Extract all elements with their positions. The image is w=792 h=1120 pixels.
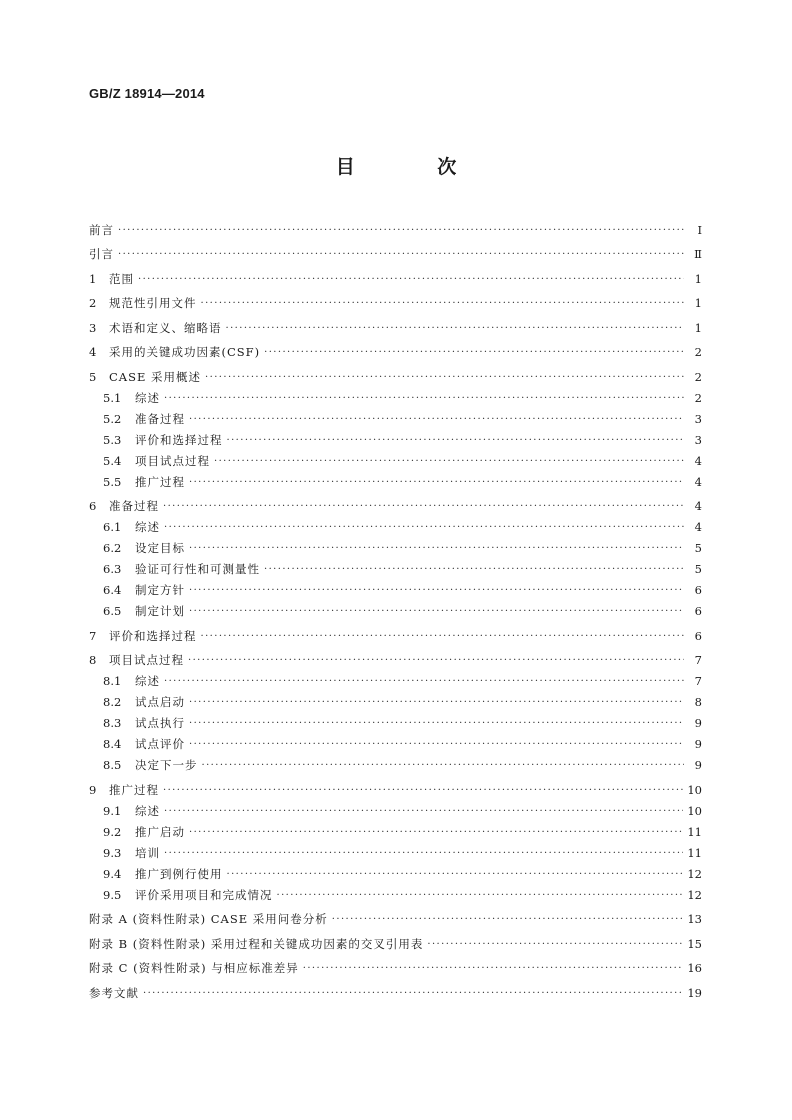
toc-entry-label: 推广启动 xyxy=(135,824,185,839)
toc-entry-page: 12 xyxy=(687,887,702,902)
toc-entry-page: 19 xyxy=(687,985,702,1000)
toc-entry-number: 8.2 xyxy=(103,695,122,709)
toc-leader-dots xyxy=(226,324,685,334)
toc-entry-label: 推广过程 xyxy=(109,782,159,797)
toc-entry-page: 2 xyxy=(694,345,702,359)
toc-leader-dots xyxy=(264,565,684,575)
toc-entry-number: 1 xyxy=(89,271,97,286)
toc-entry[interactable] xyxy=(89,519,702,540)
toc-leader-dots xyxy=(143,989,683,999)
toc-entry-page: Ⅰ xyxy=(697,222,702,237)
toc-leader-dots xyxy=(227,436,685,446)
toc-entry-page: 6 xyxy=(694,583,702,597)
toc-leader-dots xyxy=(138,275,684,285)
toc-entry-label: 规范性引用文件 xyxy=(109,296,197,310)
toc-leader-dots xyxy=(189,828,683,838)
toc-leader-dots xyxy=(189,478,684,488)
toc-entry-number: 6.4 xyxy=(103,583,122,597)
toc-entry[interactable] xyxy=(89,845,702,866)
toc-entry-label: 项目试点过程 xyxy=(135,453,210,468)
toc-entry-page: 11 xyxy=(687,845,702,860)
toc-entry[interactable] xyxy=(89,603,702,624)
toc-entry-number: 8.4 xyxy=(103,737,122,751)
toc-entry-label: 制定方针 xyxy=(135,583,185,597)
toc-entry-number: 6.2 xyxy=(103,541,122,555)
toc-entry[interactable] xyxy=(89,715,702,736)
toc-entry[interactable] xyxy=(89,561,702,582)
toc-entry-label: 评价和选择过程 xyxy=(135,432,223,447)
toc-entry[interactable] xyxy=(89,757,702,778)
toc-leader-dots xyxy=(163,786,683,796)
toc-entry-label: 项目试点过程 xyxy=(109,653,184,667)
toc-entry-label: 术语和定义、缩略语 xyxy=(109,320,222,335)
toc-entry-label: 试点评价 xyxy=(135,737,185,751)
toc-entry[interactable] xyxy=(89,887,702,908)
toc-leader-dots xyxy=(201,299,685,309)
toc-leader-dots xyxy=(227,870,684,880)
toc-entry-number: 9.3 xyxy=(103,845,122,860)
toc-entry-number: 8.1 xyxy=(103,674,122,688)
toc-entry-label: 评价采用项目和完成情况 xyxy=(135,887,273,902)
toc-entry-number: 6.5 xyxy=(103,604,122,618)
toc-entry-number: 2 xyxy=(89,296,97,310)
toc-entry-page: 7 xyxy=(694,653,702,667)
toc-entry-label: 附录 C (资料性附录) 与相应标准差异 xyxy=(89,961,299,975)
toc-leader-dots xyxy=(277,891,684,901)
toc-entry-label: 决定下一步 xyxy=(135,758,198,772)
toc-leader-dots xyxy=(332,915,684,925)
toc-entry-page: 16 xyxy=(687,961,702,975)
toc-entry-page: 6 xyxy=(694,628,702,643)
toc-entry-page: Ⅱ xyxy=(694,247,702,261)
toc-entry-page: 2 xyxy=(694,369,702,384)
toc-entry-number: 9 xyxy=(89,782,97,797)
toc-entry[interactable] xyxy=(89,824,702,845)
toc-entry[interactable] xyxy=(89,222,702,243)
toc-entry[interactable] xyxy=(89,694,702,715)
toc-entry[interactable] xyxy=(89,498,702,519)
toc-entry-number: 8.3 xyxy=(103,716,122,730)
toc-entry-page: 6 xyxy=(694,604,702,618)
toc-entry-label: 附录 A (资料性附录) CASE 采用问卷分析 xyxy=(89,912,328,926)
toc-leader-dots xyxy=(163,502,684,512)
toc-entry-page: 5 xyxy=(694,541,702,555)
toc-leader-dots xyxy=(118,226,684,236)
toc-entry-number: 5.3 xyxy=(103,432,122,447)
toc-leader-dots xyxy=(189,586,684,596)
toc-leader-dots xyxy=(189,415,684,425)
toc-entry-page: 8 xyxy=(694,695,702,709)
toc-entry-label: 采用的关键成功因素(CSF) xyxy=(109,345,261,359)
toc-leader-dots xyxy=(189,544,684,554)
standard-code: GB/Z 18914—2014 xyxy=(89,86,205,101)
toc-leader-dots xyxy=(164,807,683,817)
toc-entry-label: 综述 xyxy=(135,520,160,534)
toc-entry[interactable] xyxy=(89,453,702,474)
toc-entry[interactable] xyxy=(89,320,702,341)
toc-entry[interactable] xyxy=(89,271,702,292)
toc-entry[interactable] xyxy=(89,673,702,694)
toc-entry-page: 3 xyxy=(694,411,702,426)
toc-entry-label: 推广到例行使用 xyxy=(135,866,223,881)
toc-entry-page: 4 xyxy=(694,453,702,468)
toc-entry-page: 12 xyxy=(687,866,702,881)
toc-entry-page: 5 xyxy=(694,562,702,576)
toc-entry-number: 9.2 xyxy=(103,824,122,839)
toc-entry-number: 8 xyxy=(89,653,97,667)
toc-entry[interactable] xyxy=(89,474,702,495)
toc-entry[interactable] xyxy=(89,246,702,267)
toc-entry-page: 9 xyxy=(694,737,702,751)
toc-entry-label: 评价和选择过程 xyxy=(109,628,197,643)
toc-entry-page: 7 xyxy=(694,674,702,688)
toc-entry-page: 4 xyxy=(694,499,702,513)
toc-entry-number: 9.5 xyxy=(103,887,122,902)
toc-entry-number: 5.1 xyxy=(103,390,122,405)
toc-entry[interactable] xyxy=(89,390,702,411)
toc-entry-label: 试点执行 xyxy=(135,716,185,730)
toc-leader-dots xyxy=(164,394,684,404)
toc-entry-page: 3 xyxy=(694,432,702,447)
toc-entry-label: 设定目标 xyxy=(135,541,185,555)
toc-entry[interactable] xyxy=(89,369,702,390)
toc-entry-page: 4 xyxy=(694,474,702,489)
toc-entry-label: 附录 B (资料性附录) 采用过程和关键成功因素的交叉引用表 xyxy=(89,936,424,951)
toc-leader-dots xyxy=(164,677,684,687)
toc-entry-page: 15 xyxy=(687,936,702,951)
toc-entry-page: 9 xyxy=(694,758,702,772)
toc-entry[interactable] xyxy=(89,432,702,453)
toc-entry-label: 范围 xyxy=(109,271,134,286)
toc-entry-number: 5.5 xyxy=(103,474,122,489)
toc-entry-number: 4 xyxy=(89,345,97,359)
toc-entry-label: 制定计划 xyxy=(135,604,185,618)
toc-entry-label: 准备过程 xyxy=(109,499,159,513)
toc-entry[interactable] xyxy=(89,411,702,432)
toc-entry-number: 8.5 xyxy=(103,758,122,772)
toc-entry-number: 7 xyxy=(89,628,97,643)
toc-leader-dots xyxy=(205,373,684,383)
toc-entry-label: 综述 xyxy=(135,674,160,688)
toc-entry[interactable] xyxy=(89,782,702,803)
toc-leader-dots xyxy=(189,607,684,617)
toc-entry-number: 9.1 xyxy=(103,803,122,818)
toc-leader-dots xyxy=(164,849,683,859)
toc-entry[interactable] xyxy=(89,985,702,1006)
toc-leader-dots xyxy=(164,523,684,533)
toc-entry[interactable] xyxy=(89,911,702,932)
toc-leader-dots xyxy=(427,940,683,950)
toc-entry-page: 1 xyxy=(694,271,702,286)
toc-entry-label: 参考文献 xyxy=(89,985,139,1000)
toc-entry[interactable] xyxy=(89,652,702,673)
toc-entry[interactable] xyxy=(89,582,702,603)
toc-entry-page: 1 xyxy=(694,320,702,335)
toc-leader-dots xyxy=(118,250,684,260)
toc-entry-label: 准备过程 xyxy=(135,411,185,426)
toc-entry-page: 10 xyxy=(687,803,702,818)
toc-entry-page: 13 xyxy=(687,912,702,926)
toc-entry-label: 前言 xyxy=(89,222,114,237)
toc-entry-number: 3 xyxy=(89,320,97,335)
page-title: 目 次 xyxy=(335,156,495,178)
toc-entry-number: 6.1 xyxy=(103,520,122,534)
toc-entry-page: 10 xyxy=(687,782,702,797)
toc-entry[interactable] xyxy=(89,736,702,757)
toc-entry[interactable] xyxy=(89,936,702,957)
toc-entry-page: 11 xyxy=(687,824,702,839)
toc-leader-dots xyxy=(189,740,684,750)
toc-entry[interactable] xyxy=(89,866,702,887)
toc-leader-dots xyxy=(303,964,684,974)
toc-leader-dots xyxy=(188,656,684,666)
toc-leader-dots xyxy=(189,719,684,729)
toc-entry-label: 引言 xyxy=(89,247,114,261)
toc-entry-number: 5.4 xyxy=(103,453,122,468)
toc-entry[interactable] xyxy=(89,344,702,365)
table-of-contents xyxy=(89,218,702,1006)
toc-entry-label: 培训 xyxy=(135,845,160,860)
toc-entry-page: 2 xyxy=(694,390,702,405)
toc-entry[interactable] xyxy=(89,295,702,316)
toc-leader-dots xyxy=(264,348,684,358)
toc-leader-dots xyxy=(214,457,684,467)
toc-entry[interactable] xyxy=(89,628,702,649)
toc-entry[interactable] xyxy=(89,540,702,561)
toc-entry-label: 试点启动 xyxy=(135,695,185,709)
toc-entry-number: 5.2 xyxy=(103,411,122,426)
toc-entry-label: 综述 xyxy=(135,390,160,405)
toc-entry-page: 1 xyxy=(694,296,702,310)
toc-entry-label: 验证可行性和可测量性 xyxy=(135,562,260,576)
toc-entry-label: 综述 xyxy=(135,803,160,818)
toc-entry[interactable] xyxy=(89,960,702,981)
toc-leader-dots xyxy=(202,761,685,771)
toc-entry-number: 6.3 xyxy=(103,562,122,576)
toc-entry[interactable] xyxy=(89,803,702,824)
toc-entry-page: 9 xyxy=(694,716,702,730)
toc-entry-label: 推广过程 xyxy=(135,474,185,489)
toc-leader-dots xyxy=(189,698,684,708)
toc-entry-number: 6 xyxy=(89,499,97,513)
toc-leader-dots xyxy=(201,632,685,642)
toc-entry-label: CASE 采用概述 xyxy=(109,369,202,384)
toc-entry-number: 5 xyxy=(89,369,97,384)
toc-entry-number: 9.4 xyxy=(103,866,122,881)
toc-entry-page: 4 xyxy=(694,520,702,534)
